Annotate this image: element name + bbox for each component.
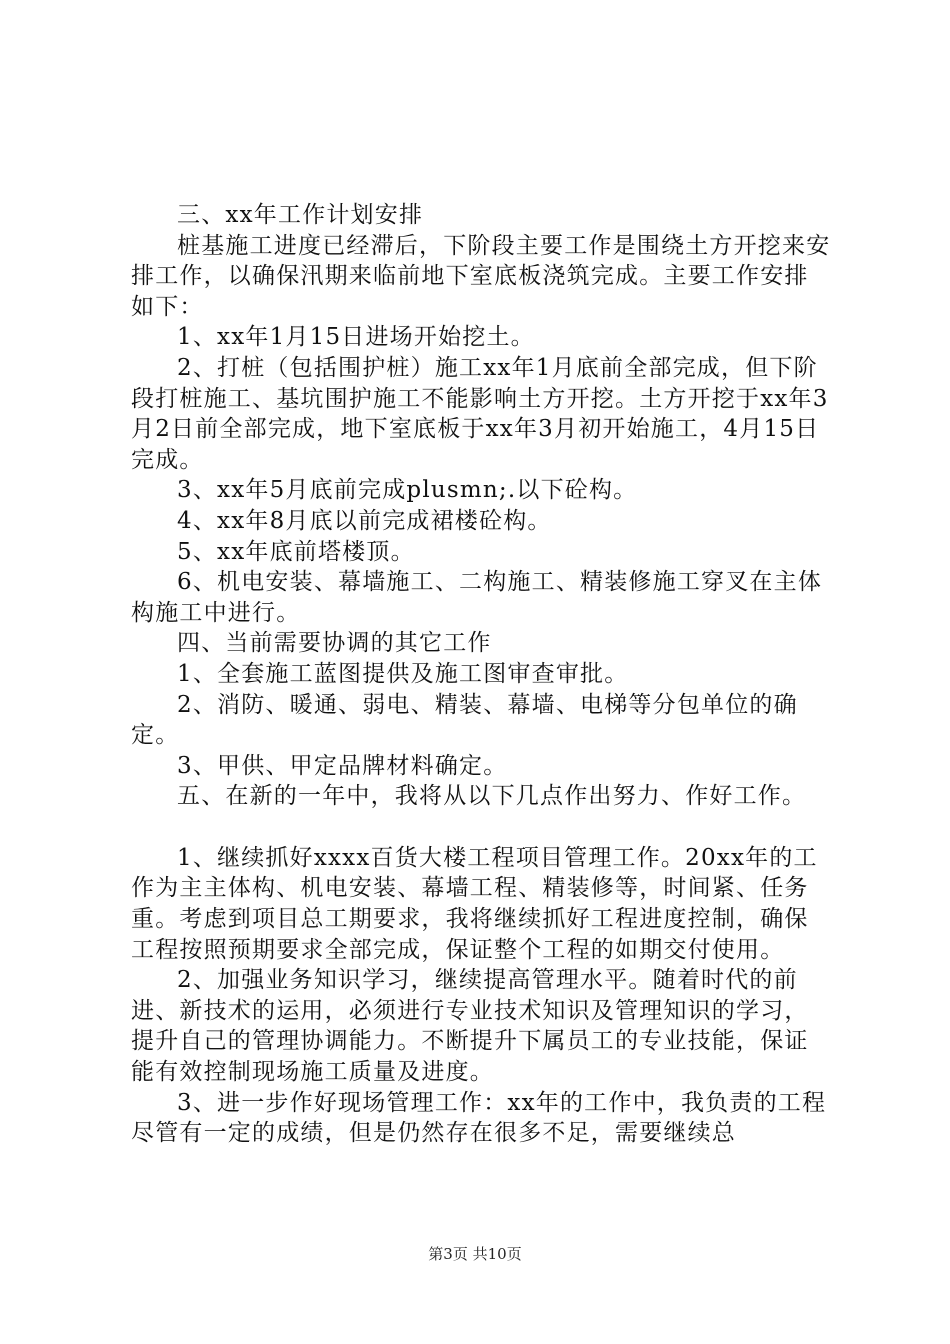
page-number-footer: 第3页 共10页 [428,1245,522,1263]
list-item: 3、甲供、甲定品牌材料确定。 [177,752,508,779]
list-item: 2、消防、暖通、弱电、精装、幕墙、电梯等分包单位的确定。 [131,691,798,749]
list-item: 1、继续抓好xxxx百货大楼工程项目管理工作。20xx年的工作为主主体构、机电安装、幕墙工程、精装修等，时间紧、任务重。考虑到项目总工期要求，我将继续抓好工程进度控制，确保工程按照预期要求全部完成，保证整个工程的如期交付使用。 [131,844,818,963]
paragraph: 桩基施工进度已经滞后，下阶段主要工作是围绕土方开挖来安排工作，以确保汛期来临前地下室底板浇筑完成。主要工作安排如下： [131,232,831,320]
list-item: 2、打桩（包括围护桩）施工xx年1月底前全部完成，但下阶段打桩施工、基坑围护施工不能影响土方开挖。土方开挖于xx年3月2日前全部完成，地下室底板于xx年3月初开始施工，4月15日完成。 [131,354,829,473]
section-heading-plan: 三、xx年工作计划安排 [177,202,424,228]
list-item: 6、机电安装、幕墙施工、二构施工、精装修施工穿叉在主体构施工中进行。 [131,569,823,626]
list-item: 1、xx年1月15日进场开始挖土。 [177,324,535,351]
section-heading-coordination: 四、当前需要协调的其它工作 [177,630,492,657]
paragraph-gap [131,812,831,843]
list-item: 2、加强业务知识学习，继续提高管理水平。随着时代的前进、新技术的运用，必须进行专业技术知识及管理知识的学习，提升自己的管理协调能力。不断提升下属员工的专业技能，保证能有效控制现场施工质量及进度。 [131,967,809,1086]
list-item: 3、xx年5月底前完成plusmn;.以下砼构。 [177,477,638,504]
list-item: 3、进一步作好现场管理工作：xx年的工作中，我负责的工程尽管有一定的成绩，但是仍然存在很多不足，需要继续总 [131,1089,827,1147]
list-item: 1、全套施工蓝图提供及施工图审查审批。 [177,660,629,687]
list-item: 5、xx年底前塔楼顶。 [177,538,415,565]
section-heading-efforts: 五、在新的一年中，我将从以下几点作出努力、作好工作。 [177,783,807,810]
list-item: 4、xx年8月底以前完成裙楼砼构。 [177,507,552,534]
document-body [131,200,831,1149]
